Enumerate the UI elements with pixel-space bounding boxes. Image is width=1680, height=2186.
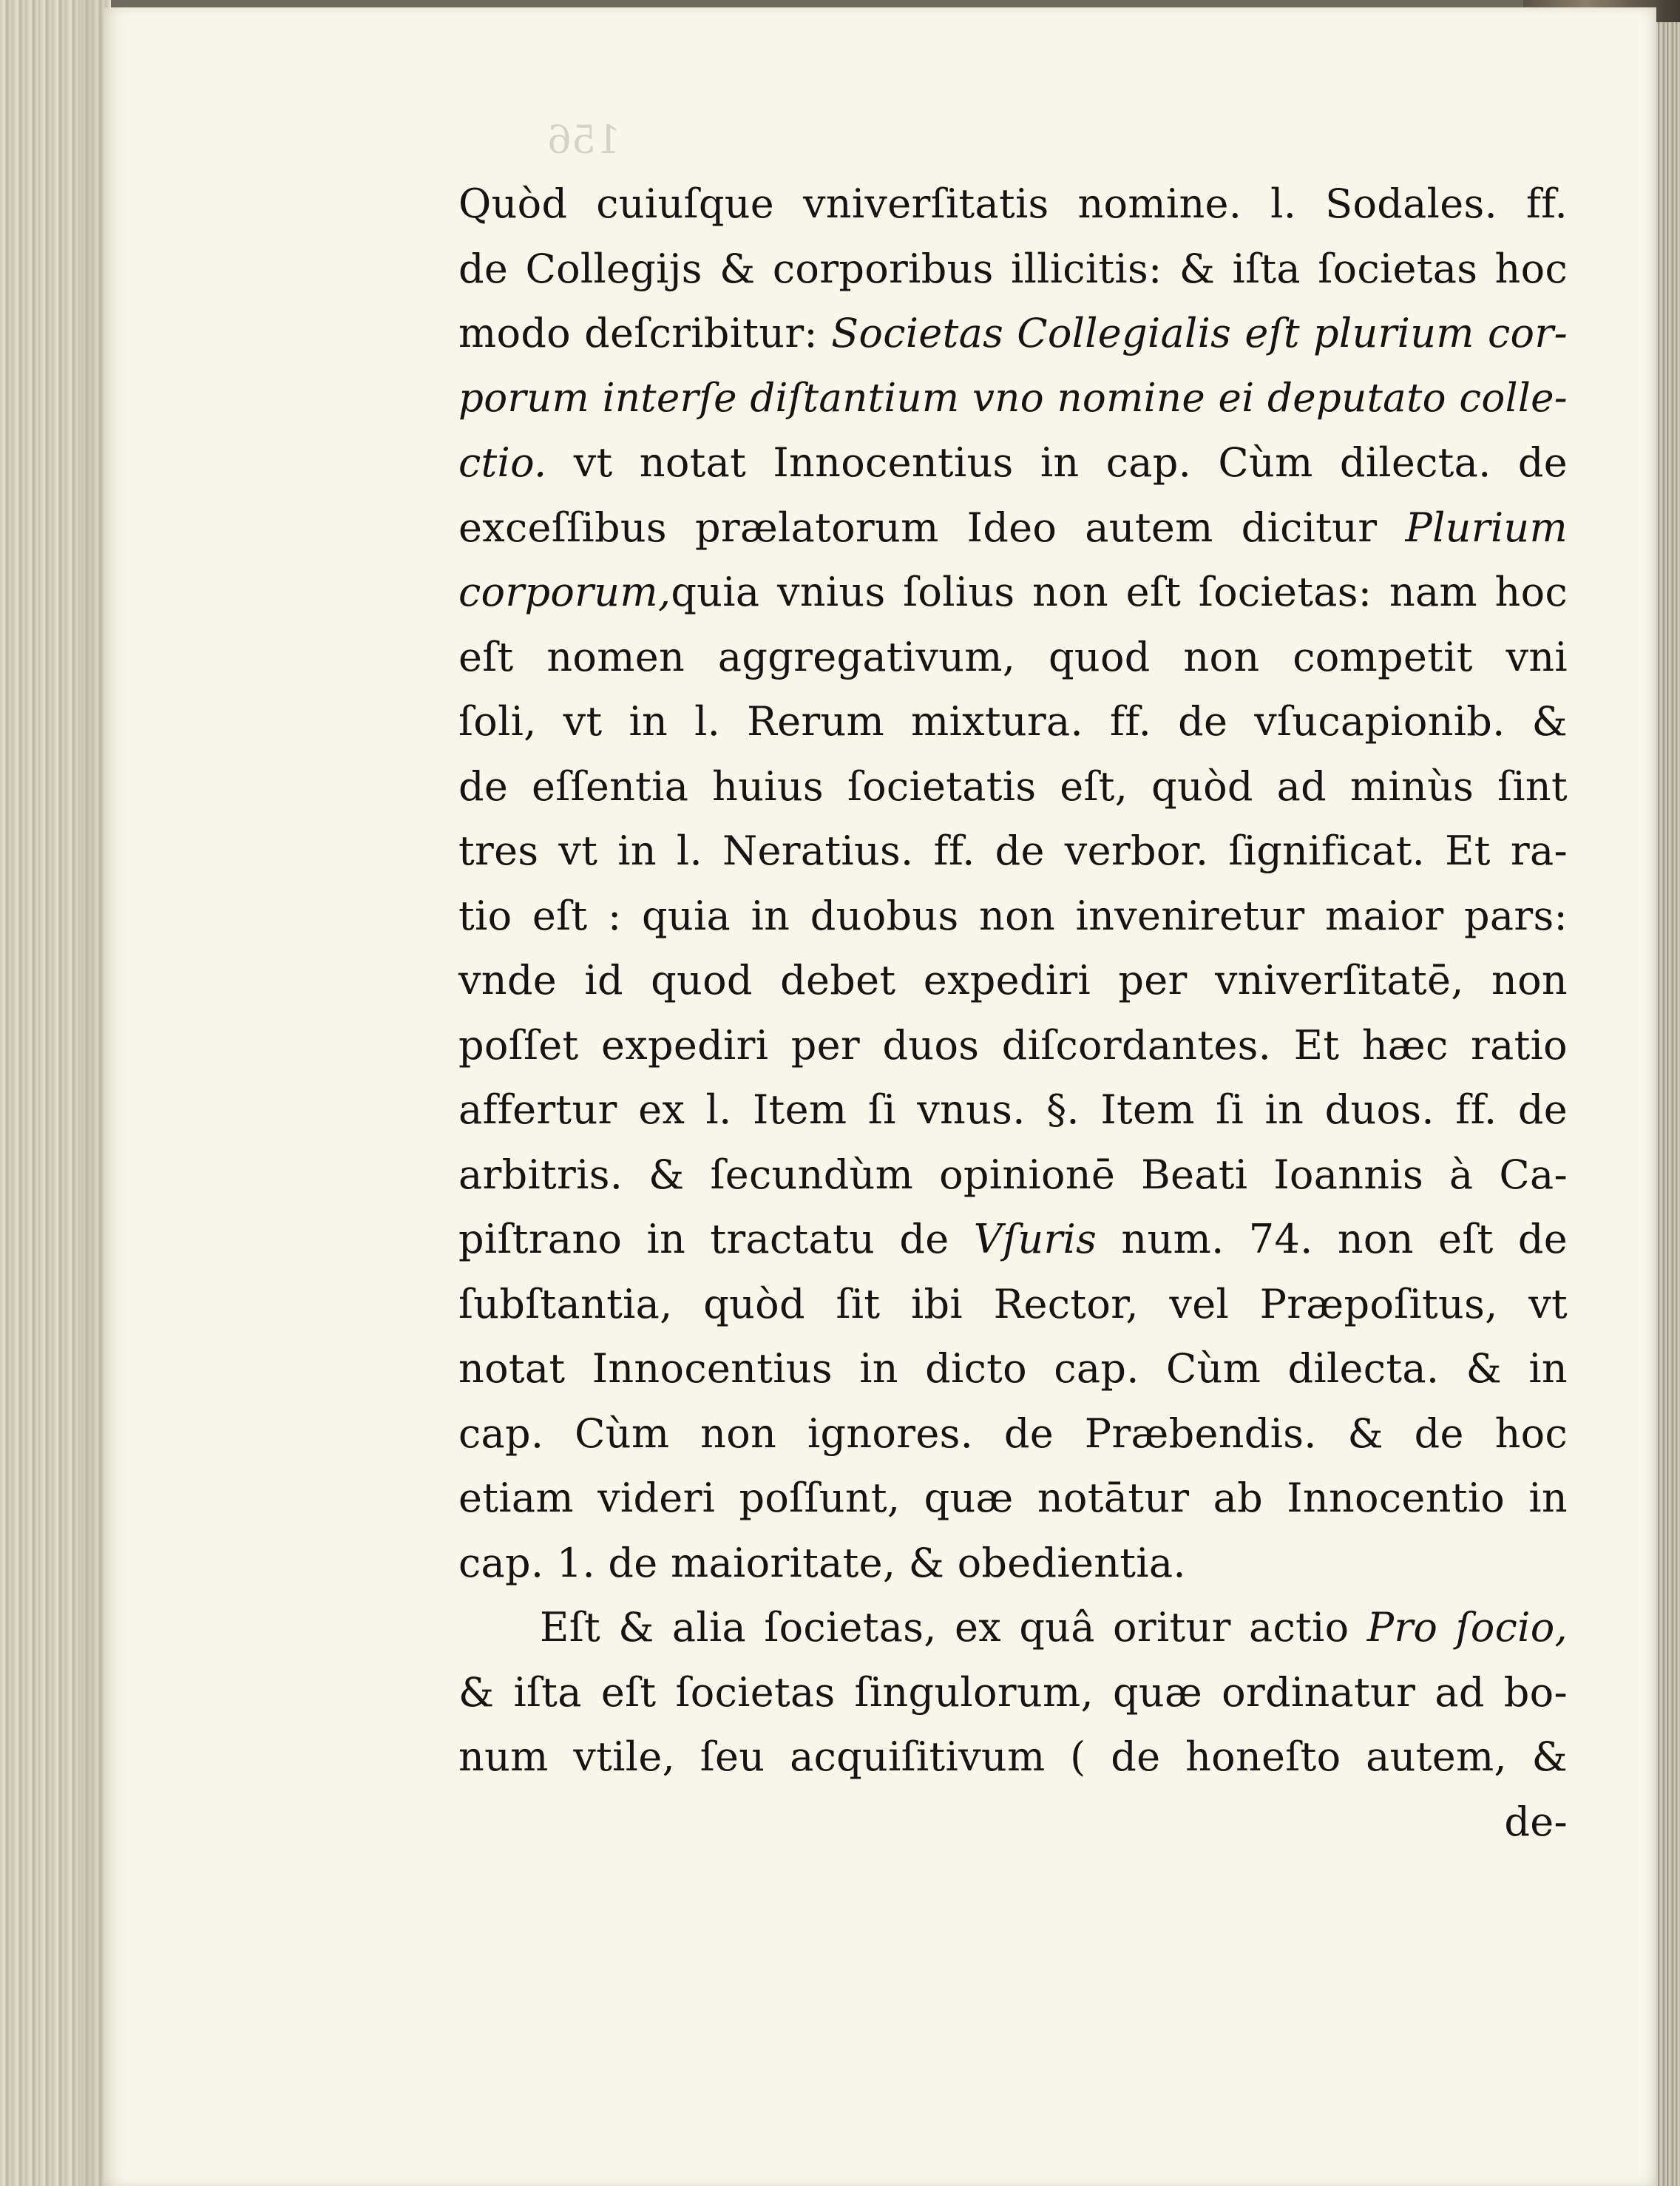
text-segment: exceſſibus prælatorum Ideo autem dicitur: [458, 504, 1406, 551]
text-segment: & iſta eſt ſocietas ſingulorum, quæ ordinatur ad bo-: [458, 1668, 1568, 1716]
text-segment: num. 74. non eſt de: [1097, 1216, 1568, 1262]
catchword-line: [458, 1790, 1568, 1855]
text-segment: etiam videri poſſunt, quæ notātur ab Innocentio in: [458, 1475, 1568, 1521]
text-line: [458, 1466, 1568, 1531]
text-segment: vt notat Innocentius in cap. Cùm dilecta. de: [546, 439, 1568, 486]
text-segment: modo deſcribitur:: [458, 310, 832, 356]
text-segment: de Collegijs & corporibus illicitis: & iſta ſocietas hoc: [458, 245, 1568, 292]
text-segment: tres vt in l. Neratius. ff. de verbor. ſignificat. Et ra-: [458, 828, 1568, 874]
text-segment: piſtrano in tractatu de: [458, 1216, 974, 1262]
italic-segment: corporum,: [458, 569, 671, 615]
text-segment: affertur ex l. Item ſi vnus. §. Item ſi in duos. ff. de: [458, 1086, 1568, 1133]
text-line: [458, 1531, 1568, 1596]
text-segment: de eſſentia huius ſocietatis eſt, quòd ad minùs ſint: [458, 762, 1568, 810]
text-line: [458, 1595, 1568, 1660]
text-line: [458, 1207, 1568, 1272]
text-segment: Eſt & alia ſocietas, ex quâ oritur actio: [540, 1604, 1367, 1651]
text-line: [458, 1725, 1568, 1790]
text-line: [458, 625, 1568, 690]
text-line: [458, 1336, 1568, 1401]
text-segment: ſoli, vt in l. Rerum mixtura. ff. de vſucapionib. &: [458, 698, 1568, 745]
text-segment: num vtile, ſeu acquiſitivum ( de honeſto autem, &: [458, 1733, 1568, 1780]
text-segment: eſt nomen aggregativum, quod non competit vni: [458, 633, 1568, 680]
text-line: [458, 1660, 1568, 1725]
italic-segment: Societas Collegialis eſt plurium cor-: [831, 310, 1568, 356]
text-segment: arbitris. & ſecundùm opinionē Beati Ioannis à Ca-: [458, 1151, 1568, 1198]
text-line: [458, 237, 1568, 302]
text-line: [458, 1077, 1568, 1143]
text-line: [458, 1013, 1568, 1078]
text-line: [458, 172, 1568, 237]
text-segment: tio eſt : quia in duobus non inveniretur maior pars:: [458, 892, 1568, 939]
text-line: [458, 884, 1568, 949]
catchword: de-: [1504, 1798, 1568, 1845]
text-line: [458, 560, 1568, 625]
italic-segment: Plurium: [1405, 504, 1568, 551]
text-line: [458, 430, 1568, 495]
text-line: [458, 819, 1568, 884]
page-number-showthrough: 156: [547, 118, 621, 163]
italic-segment: Pro ſocio,: [1366, 1604, 1568, 1651]
text-segment: Quòd cuiuſque vniverſitatis nomine. l. Sodales. ff.: [458, 180, 1568, 227]
italic-segment: ctio.: [458, 439, 547, 486]
text-line: [458, 366, 1568, 431]
italic-segment: porum interſe diſtantium vno nomine ei deputato colle-: [458, 375, 1568, 421]
text-segment: vnde id quod debet expediri per vniverſitatē, non: [458, 957, 1568, 1004]
text-line: [458, 1401, 1568, 1466]
text-segment: quia vnius ſolius non eſt ſocietas: nam hoc: [671, 569, 1568, 615]
text-segment: cap. 1. de maioritate, & obedientia.: [458, 1539, 1186, 1586]
text-segment: poſſet expediri per duos diſcordantes. Et hæc ratio: [458, 1021, 1568, 1069]
text-line: [458, 1272, 1568, 1337]
text-line: [458, 754, 1568, 819]
text-line: [458, 495, 1568, 561]
text-segment: cap. Cùm non ignores. de Præbendis. & de hoc: [458, 1410, 1568, 1457]
text-line: [458, 689, 1568, 754]
text-line: [458, 301, 1568, 366]
italic-segment: Vſuris: [973, 1216, 1097, 1262]
text-line: [458, 948, 1568, 1013]
book-page-edges: [0, 0, 111, 2186]
text-segment: ſubſtantia, quòd ſit ibi Rector, vel Præpoſitus, vt: [458, 1280, 1568, 1327]
text-segment: notat Innocentius in dicto cap. Cùm dilecta. & in: [458, 1345, 1568, 1392]
text-line: [458, 1143, 1568, 1208]
page-text-block: [458, 172, 1568, 1854]
